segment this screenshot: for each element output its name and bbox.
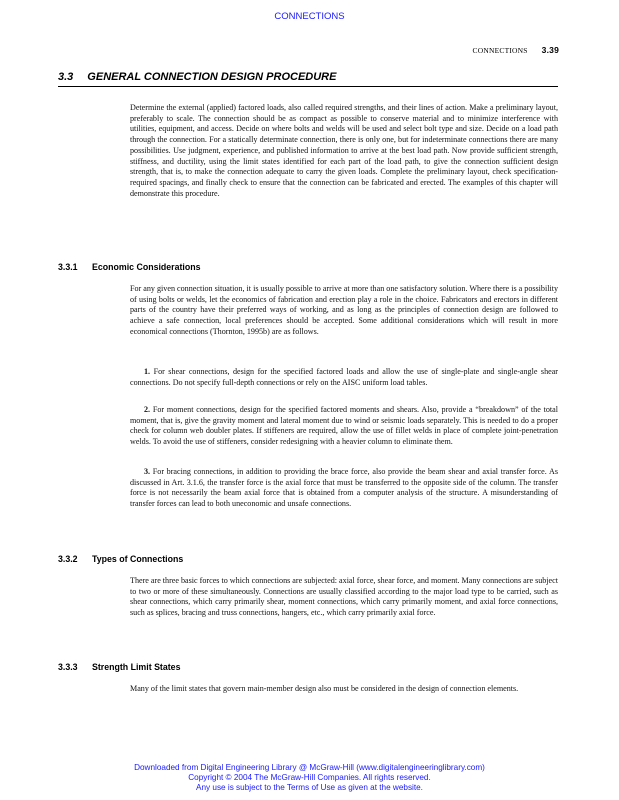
list-item (130, 467, 558, 510)
subsection-heading-limit-states (58, 662, 180, 672)
intro-paragraph: Determine the external (applied) factored loads, also called required strengths, and their lines of action. Make a preliminary layout, preferably to scale. The connection should be as compact as possible to conserve material and to minimize interference with utilities, equipment, and access. Decide on where bolts and welds will be used and select bolt type and size. Decide on a load path through the connection. For a statically determinate connection, there is only one, but for indeterminate connections there are many possibilities. Use judgment, experience, and published information to arrive at the best load path. Now provide sufficient strength, stiffness, and ductility, using the limit states identified for each part of the load path, to give the connection sufficient design strength, that is, to make the connection adequate to carry the given loads. Complete the preliminary layout, check specification-required spacings, and finally check to ensure that the connection can be fabricated and erected. The examples of this chapter will demonstrate this procedure. (130, 103, 558, 198)
subsection-number: 3.3.1 (58, 262, 78, 272)
list-item-number: 2. (144, 405, 151, 414)
types-paragraph: There are three basic forces to which connections are subjected: axial force, shear force, and moment. Many connections are subject to two or more of these simultaneously. Connections are usually classified according to the major load type to be carried, such as shear connections, which carry primarily shear, moment connections, which carry primarily moment, and axial force connections, such as splices, bracing and truss connections, hangers, etc., which carry primarily axial force. (130, 576, 558, 618)
list-item-number: 3. (144, 467, 151, 476)
list-item (130, 367, 558, 388)
section-title: GENERAL CONNECTION DESIGN PROCEDURE (87, 71, 337, 83)
running-head (473, 45, 559, 55)
subsection-heading-economic (58, 262, 201, 272)
economic-paragraph: For any given connection situation, it is usually possible to arrive at more than one satisfactory solution. Where there is a possibility of using bolts or welds, let the economics of fabrication and erection play a role in the choice. Fabricators and erectors in different parts of the country have their preferred ways of working, and as long as the principles of connection design are followed to achieve a safe connection, local preferences should be accepted. Some additional considerations which will result in more economical connections (Thornton, 1995b) are as follows. (130, 284, 558, 336)
list-item-text: For moment connections, design for the specified factored moments and shears. Also, provide a “breakdown” of the total moment, that is, give the gravity moment and lateral moment due to wind or seismic loads separately. This is needed to do a proper check for column web doubler plates. If stiffeners are required, allow the use of fillet welds in place of complete joint-penetration welds. To avoid the use of stiffeners, consider redesigning with a heavier column to eliminate them. (130, 405, 558, 447)
section-heading (58, 71, 336, 83)
footer-copyright-link[interactable]: Copyright © 2004 The McGraw-Hill Companies. All rights reserved. (188, 773, 431, 782)
subsection-title: Strength Limit States (92, 662, 181, 672)
subsection-title: Types of Connections (92, 554, 184, 564)
list-item-text: For bracing connections, in addition to providing the brace force, also provide the beam shear and axial transfer force. As discussed in Art. 3.1.6, the transfer force is the axial force that must be transferred to the opposite side of the column. The transfer force is not necessarily the beam axial force that is obtained from a computer analysis of the structure. A misunderstanding of transfer forces can lead to both uneconomic and unsafe connections. (130, 467, 558, 509)
subsection-heading-types (58, 554, 183, 564)
footer-terms-link[interactable]: Any use is subject to the Terms of Use as given at the website. (196, 783, 423, 792)
subsection-title: Economic Considerations (92, 262, 201, 272)
limit-states-paragraph: Many of the limit states that govern main-member design also must be considered in the design of connection elements. (130, 684, 519, 693)
section-number: 3.3 (58, 71, 74, 83)
list-item (130, 405, 558, 448)
list-item-text: For shear connections, design for the specified factored loads and allow the use of single-plate and single-angle shear connections. Do not specify full-depth connections or rely on the AISC uniform load tables. (130, 367, 558, 387)
chapter-link[interactable]: CONNECTIONS (274, 11, 345, 22)
running-head-title: CONNECTIONS (472, 46, 528, 55)
subsection-number: 3.3.2 (58, 554, 78, 564)
footer-download-link[interactable]: Downloaded from Digital Engineering Library @ McGraw-Hill (www.digitalengineeringlibrary.com) (134, 763, 485, 772)
heading-rule (58, 86, 558, 87)
subsection-number: 3.3.3 (58, 662, 78, 672)
page-number: 3.39 (541, 45, 559, 55)
list-item-number: 1. (144, 367, 151, 376)
